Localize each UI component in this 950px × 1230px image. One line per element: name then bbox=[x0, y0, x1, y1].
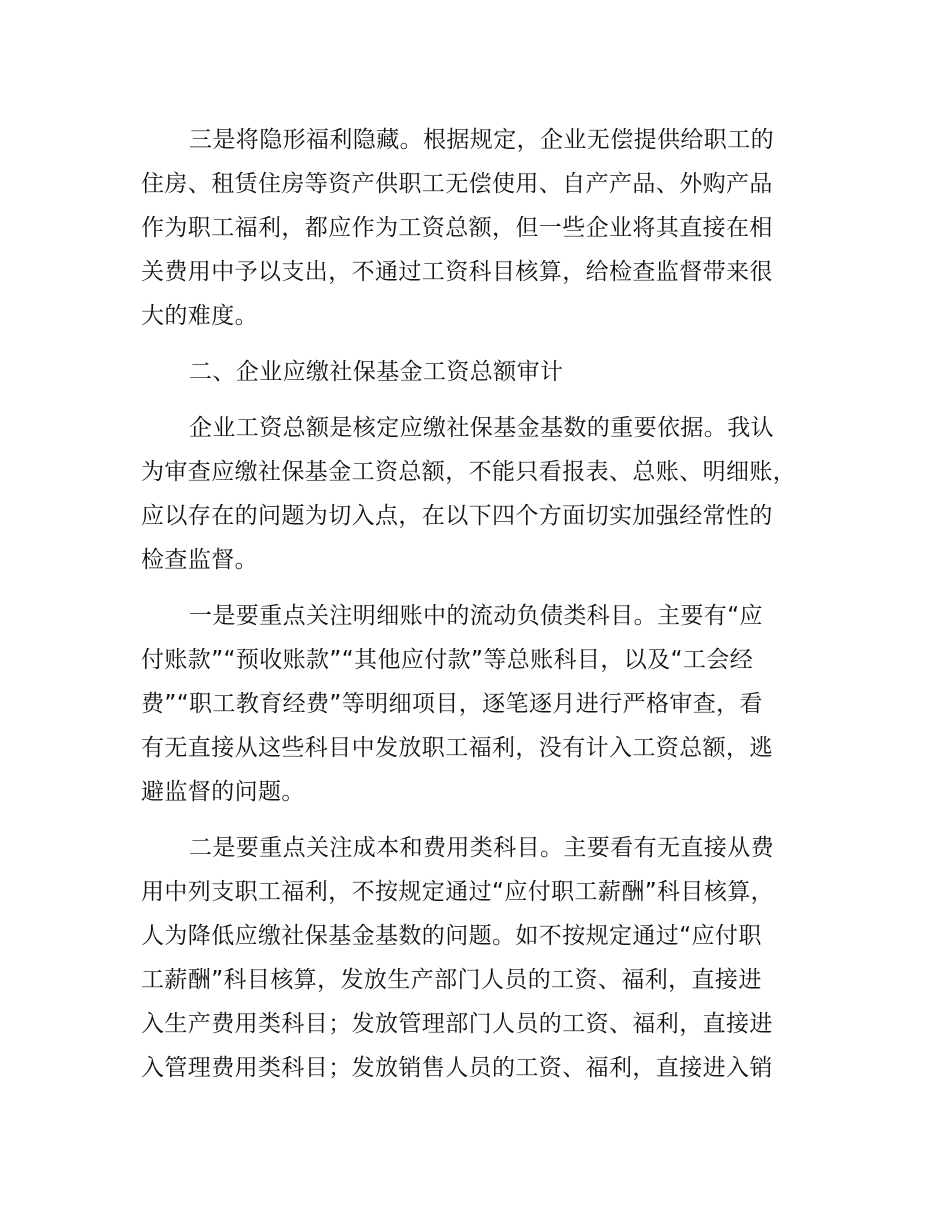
text-line: 人为降低应缴社保基金基数的问题。如不按规定通过“应付职 bbox=[141, 923, 762, 949]
text-line: 为审查应缴社保基金工资总额，不能只看报表、总账、明细账， bbox=[141, 459, 797, 485]
text-line: 大的难度。 bbox=[141, 303, 258, 329]
text-line: 工薪酬”科目核算，发放生产部门人员的工资、福利，直接进 bbox=[141, 967, 762, 993]
text-line: 入管理费用类科目；发放销售人员的工资、福利，直接进入销 bbox=[141, 1055, 773, 1081]
text-line: 关费用中予以支出，不通过工资科目核算，给检查监督带来很 bbox=[141, 259, 773, 285]
text-line: 三是将隐形福利隐藏。根据规定，企业无偿提供给职工的 bbox=[189, 127, 774, 153]
text-line: 用中列支职工福利，不按规定通过“应付职工薪酬”科目核算， bbox=[141, 879, 775, 905]
text-line: 作为职工福利，都应作为工资总额，但一些企业将其直接在相 bbox=[141, 215, 773, 241]
document-page bbox=[141, 118, 831, 1090]
heading-text: 二、企业应缴社保基金工资总额审计 bbox=[189, 359, 564, 385]
text-line: 付账款”“预收账款”“其他应付款”等总账科目，以及“工会经 bbox=[141, 647, 754, 673]
paragraph-wage-total-basis bbox=[141, 406, 831, 582]
text-line: 企业工资总额是核定应缴社保基金基数的重要依据。我认 bbox=[189, 415, 774, 441]
text-line: 住房、租赁住房等资产供职工无偿使用、自产产品、外购产品 bbox=[141, 171, 773, 197]
section-heading bbox=[141, 350, 831, 394]
text-line: 应以存在的问题为切入点，在以下四个方面切实加强经常性的 bbox=[141, 503, 773, 529]
text-line: 一是要重点关注明细账中的流动负债类科目。主要有“应 bbox=[189, 603, 763, 629]
text-line: 有无直接从这些科目中发放职工福利，没有计入工资总额，逃 bbox=[141, 735, 773, 761]
paragraph-hidden-welfare bbox=[141, 118, 831, 338]
text-line: 避监督的问题。 bbox=[141, 779, 305, 805]
text-line: 二是要重点关注成本和费用类科目。主要看有无直接从费 bbox=[189, 835, 774, 861]
text-line: 费”“职工教育经费”等明细项目，逐笔逐月进行严格审查，看 bbox=[141, 691, 763, 717]
text-line: 检查监督。 bbox=[141, 547, 258, 573]
text-line: 入生产费用类科目；发放管理部门人员的工资、福利，直接进 bbox=[141, 1011, 773, 1037]
paragraph-cost-expense bbox=[141, 826, 831, 1090]
paragraph-current-liabilities bbox=[141, 594, 831, 814]
